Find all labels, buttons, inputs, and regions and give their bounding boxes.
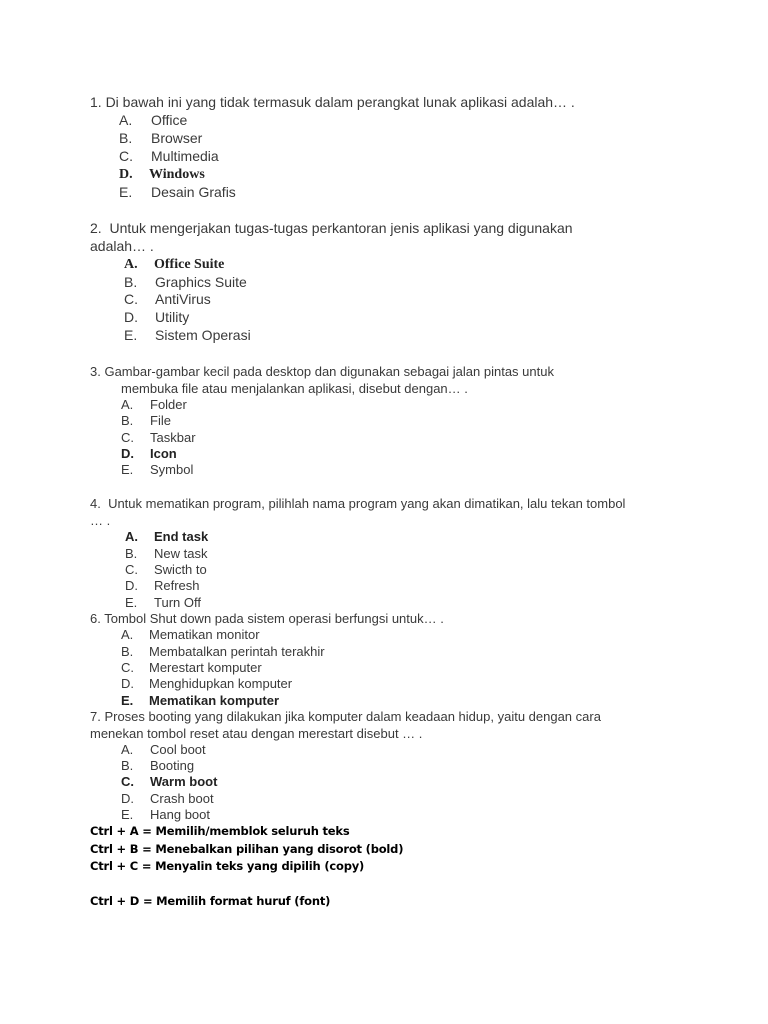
option-text: Office (151, 112, 188, 128)
option-text: Refresh (154, 578, 200, 593)
option-text: Swicth to (154, 562, 207, 577)
option-1d-answer (119, 166, 205, 183)
option-2b (124, 274, 247, 291)
option-text: Desain Grafis (151, 184, 236, 200)
question-7-line-1: 7. Proses booting yang dilakukan jika komputer dalam keadaan hidup, yaitu dengan cara (90, 709, 601, 724)
option-letter: A. (125, 529, 138, 544)
option-text: Icon (150, 446, 177, 461)
option-letter: D. (119, 167, 133, 182)
option-letter: A. (124, 257, 138, 272)
option-6c (121, 659, 262, 676)
option-4c (125, 561, 207, 578)
option-7d (121, 790, 214, 807)
question-2-line-1: 2. Untuk mengerjakan tugas-tugas perkantoran jenis aplikasi yang digunakan (90, 220, 573, 236)
option-letter: E. (121, 462, 134, 477)
option-text: End task (154, 529, 209, 544)
option-text: Graphics Suite (155, 274, 247, 290)
option-text: Warm boot (150, 774, 218, 789)
option-letter: E. (121, 693, 134, 708)
option-text: Mematikan monitor (149, 627, 260, 642)
option-text: Turn Off (154, 595, 201, 610)
option-letter: D. (124, 309, 138, 325)
option-3e (121, 461, 193, 478)
option-letter: D. (121, 791, 134, 806)
option-4e (125, 594, 201, 611)
option-letter: E. (124, 327, 138, 343)
option-text: Folder (150, 397, 187, 412)
option-text: Multimedia (151, 148, 219, 164)
option-text: Menghidupkan komputer (149, 676, 293, 691)
option-letter: B. (125, 546, 138, 561)
option-1c (119, 148, 219, 165)
option-text: Utility (155, 309, 190, 325)
shortcut-ctrl-b: Ctrl + B = Menebalkan pilihan yang disorot (bold) (90, 842, 404, 856)
option-text: Booting (150, 758, 195, 773)
option-text: Taskbar (150, 430, 196, 445)
option-letter: A. (121, 742, 134, 757)
option-letter: B. (121, 413, 134, 428)
option-letter: C. (121, 774, 134, 789)
question-4-line-2: … . (90, 513, 111, 528)
shortcut-ctrl-a: Ctrl + A = Memilih/memblok seluruh teks (90, 824, 350, 838)
option-letter: B. (119, 130, 133, 146)
option-letter: E. (121, 807, 134, 822)
option-letter: D. (125, 578, 138, 593)
option-6e-answer (121, 692, 279, 709)
option-letter: C. (121, 660, 134, 675)
option-1b (119, 130, 202, 147)
option-3a (121, 396, 187, 413)
option-1a (119, 112, 187, 129)
option-2c (124, 291, 211, 308)
option-letter: A. (121, 397, 134, 412)
option-text: Membatalkan perintah terakhir (149, 644, 325, 659)
option-letter: C. (121, 430, 134, 445)
option-letter: C. (124, 291, 138, 307)
option-text: Symbol (150, 462, 194, 477)
option-text: Crash boot (150, 791, 214, 806)
option-1e (119, 184, 236, 201)
option-letter: A. (119, 112, 133, 128)
option-6a (121, 626, 260, 643)
option-letter: B. (121, 758, 134, 773)
option-text: Browser (151, 130, 203, 146)
option-7a (121, 741, 206, 758)
option-6d (121, 675, 292, 692)
question-2-line-2: adalah… . (90, 238, 154, 254)
option-text: File (150, 413, 171, 428)
option-letter: B. (121, 644, 134, 659)
question-4-line-1: 4. Untuk mematikan program, pilihlah nama program yang akan dimatikan, lalu tekan tombol (90, 496, 626, 511)
option-text: Sistem Operasi (155, 327, 251, 343)
option-letter: A. (121, 627, 134, 642)
option-letter: E. (119, 184, 133, 200)
option-3b (121, 412, 171, 429)
option-text: AntiVirus (155, 291, 211, 307)
option-text: Office Suite (154, 257, 225, 272)
option-3d-answer (121, 445, 177, 462)
shortcut-ctrl-d: Ctrl + D = Memilih format huruf (font) (90, 894, 331, 908)
option-text: Mematikan komputer (149, 693, 280, 708)
option-6b (121, 643, 325, 660)
option-3c (121, 429, 196, 446)
option-letter: E. (125, 595, 138, 610)
option-text: New task (154, 546, 208, 561)
question-7-line-2: menekan tombol reset atau dengan merestart disebut … . (90, 726, 423, 741)
option-4b (125, 545, 207, 562)
question-3-line-1: 3. Gambar-gambar kecil pada desktop dan digunakan sebagai jalan pintas untuk (90, 364, 554, 379)
option-text: Windows (149, 167, 205, 182)
option-letter: C. (125, 562, 138, 577)
option-7e (121, 806, 210, 823)
option-2d (124, 309, 189, 326)
option-letter: C. (119, 148, 133, 164)
shortcut-ctrl-c: Ctrl + C = Menyalin teks yang dipilih (copy) (90, 859, 365, 873)
option-2e (124, 327, 251, 344)
option-4a-answer (125, 528, 208, 545)
option-letter: D. (121, 446, 134, 461)
option-letter: B. (124, 274, 138, 290)
question-3-line-2: membuka file atau menjalankan aplikasi, disebut dengan… . (121, 381, 468, 396)
option-2a-answer (124, 256, 224, 273)
option-7b (121, 757, 194, 774)
option-text: Merestart komputer (149, 660, 262, 675)
option-text: Hang boot (150, 807, 210, 822)
question-6-text: 6. Tombol Shut down pada sistem operasi berfungsi untuk… . (90, 611, 444, 626)
question-1-text: 1. Di bawah ini yang tidak termasuk dalam perangkat lunak aplikasi adalah… . (90, 94, 575, 110)
option-letter: D. (121, 676, 134, 691)
option-text: Cool boot (150, 742, 206, 757)
option-4d (125, 577, 200, 594)
option-7c-answer (121, 773, 217, 790)
